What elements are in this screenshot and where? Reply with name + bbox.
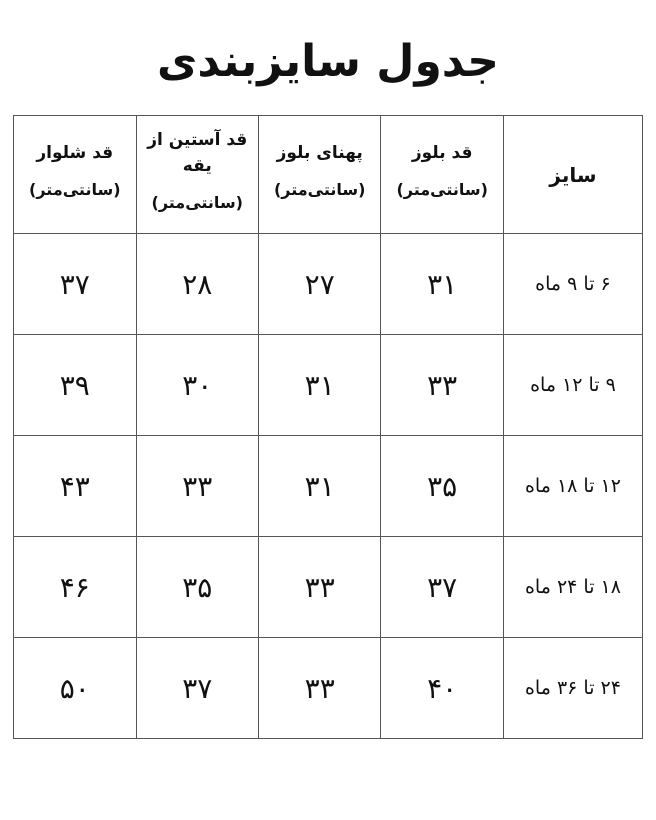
size-cell: ۹ تا ۱۲ ماه (503, 335, 642, 436)
value-cell: ۳۷ (136, 638, 258, 739)
size-cell: ۱۲ تا ۱۸ ماه (503, 436, 642, 537)
header-size-label: سایز (549, 162, 597, 187)
table-row (14, 537, 643, 638)
header-unit: (سانتی‌متر) (151, 192, 243, 212)
value-cell: ۲۸ (136, 234, 258, 335)
header-unit: (سانتی‌متر) (29, 179, 121, 199)
header-unit: (سانتی‌متر) (396, 179, 488, 199)
header-label: پهنای بلوز (276, 142, 363, 163)
value-cell: ۴۰ (381, 638, 503, 739)
header-unit: (سانتی‌متر) (273, 179, 366, 199)
value-cell: ۳۹ (14, 335, 137, 436)
header-pants-length (14, 116, 137, 234)
header-blouse-length (381, 116, 503, 234)
value-cell: ۴۶ (14, 537, 137, 638)
value-cell: ۳۳ (381, 335, 503, 436)
header-label: قد شلوار (36, 142, 114, 163)
value-cell: ۳۳ (258, 537, 380, 638)
value-cell: ۳۵ (136, 537, 258, 638)
table-row (14, 335, 643, 436)
value-cell: ۳۰ (136, 335, 258, 436)
value-cell: ۳۷ (14, 234, 137, 335)
value-cell: ۵۰ (14, 638, 137, 739)
header-label: قد بلوز (411, 142, 473, 163)
header-size (503, 116, 642, 234)
table-row (14, 436, 643, 537)
value-cell: ۳۳ (258, 638, 380, 739)
size-cell: ۱۸ تا ۲۴ ماه (503, 537, 642, 638)
size-cell: ۶ تا ۹ ماه (503, 234, 642, 335)
table-header-row (14, 116, 643, 234)
table-row (14, 234, 643, 335)
table-row (14, 638, 643, 739)
page-title: جدول سایزبندی (157, 36, 499, 87)
value-cell: ۳۱ (258, 436, 380, 537)
value-cell: ۳۳ (136, 436, 258, 537)
value-cell: ۳۷ (381, 537, 503, 638)
header-blouse-width (258, 116, 380, 234)
header-sleeve-length (136, 116, 258, 234)
header-label: قد آستین از یقه (147, 129, 248, 176)
value-cell: ۳۵ (381, 436, 503, 537)
value-cell: ۳۱ (381, 234, 503, 335)
value-cell: ۳۱ (258, 335, 380, 436)
size-cell: ۲۴ تا ۳۶ ماه (503, 638, 642, 739)
value-cell: ۴۳ (14, 436, 137, 537)
value-cell: ۲۷ (258, 234, 380, 335)
size-chart-table (13, 115, 643, 739)
